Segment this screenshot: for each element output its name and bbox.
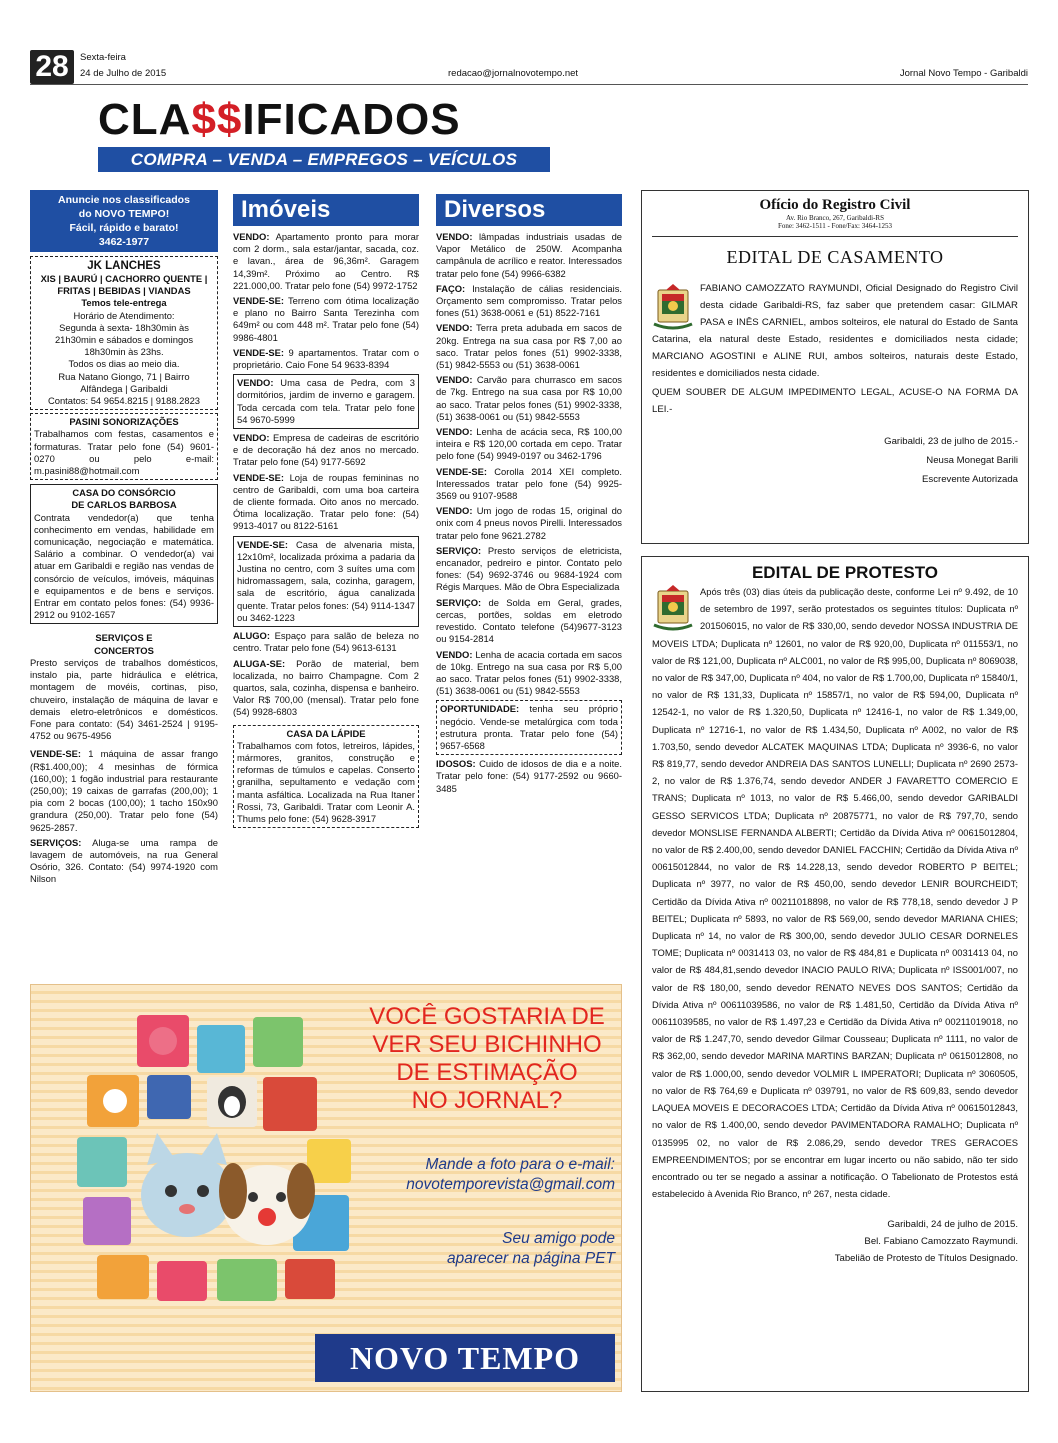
header-rule xyxy=(30,84,1028,85)
protesto-body: Após três (03) dias úteis da publicação deste, conforme Lei nº 9.492, de 10 de setembro de 1997, serão protestados os seguintes títulos: Duplicata nº 201506015, no valor de R$ 330,00, sendo devedor NOSSA INDUSTRIA DE MOVEIS LTDA; Duplicata nº 12601, no valor de R$ 920,00, Duplicata nº 011553/1, no valor de R$ 121,00, Duplicata nº ALC001, no valor de R$ 995,00, Duplicata nº 8069038, no valor de R$ 347,00, Duplicata nº 404, no valor de R$ 1.700,00, Duplicata nº 15840/1, no valor de R$ 131,33, Duplicata nº 15857/1, no valor de R$ 594,00, Duplicata nº 12542-1, no valor de R$ 1.320,50, Duplicata nº 12416-1, no valor de R$ 1.349,00, Duplicata nº 12716-1, no valor de R$ 1.434,50, Duplicata nº A002, no valor de R$ 1.703,50, sendo devedor ALCATEK MAQUINAS LTDA; Duplicata nº 3936-6, no valor R$ 819,77, sendo devedor ANDREIA DAS SANTOS LUNELLI; Duplicata nº 2690 2573-2, no valor de R$ 1.376,74, sendo devedor ANDER J FAVARETTO COMERCIO E TRANS; Duplicata nº 1013, no valor de R$ 5.466,00, sendo devedor GARIBALDI GESSO SERVICOS LTDA; Duplicata nº 20875771, no valor de R$ 797,70, sendo devedor MONSLISE FERNANDA ALBERTI; Certidão da Dívida Ativa nº 00615012804, no valor de R$ 2.400,00, sendo devedor DANIEL FACCHIN; Certidão da Dívida Ativa nº 00615012844, no valor de R$ 14.228,13, sendo devedor ROBERTO P BEITEL; Duplicata nº 3977, no valor de R$ 450,00, sendo devedor LENIR BOURCHEIDT; Certidão da Dívida Ativa nº 00211018898, no valor de R$ 778,18, sendo devedor J P BEITEL; Duplicata nº 5893, no valor de R$ 569,00, sendo devedor MARIANA CHIES; Duplicata nº 14, no valor de R$ 300,00, sendo devedor JULIO CESAR DORNELES TOME; Duplicata nº 0031413 03, no valor de R$ 484,81 e Duplicata nº 0031413 04, no valor de R$ 484,81,sendo devedor INACIO PAULO RIVA; Duplicata nº ISS001/007, no valor de R$ 180,00, sendo devedor RENATO NEVES DOS SANTOS; Certidão da Dívida Ativa nº 00611039586, no valor de R$ 1.481,50, Certidão da Dívida Ativa nº 00611039585, no valor de R$ 1.497,23 e Certidão da Dívida Ativa nº 00211019018, no valor de R$ 1.247,70, sendo devedor Gilmar Cousseau; Duplicata nº 1111, no valor de R$ 362,00, sendo devedor MARINA MARTINS BARZAN; Duplicata nº 0615012808, no valor de R$ 1.000,00, sendo devedor VOLMIR L IMPERATORI; Duplicata nº 3060505, no valor de R$ 764,69 e Duplicata nº 039791, no valor de R$ 609,83, sendo devedor LAQUEA MOVEIS E DECORACOES LTDA; Certidão da Dívida Ativa nº 00615012843, no valor de R$ 1.400,00, sendo devedor PAVIMENTADORA RAMALHO; Duplicata nº 0135995 02, no valor de R$ 2.086,29, sendo devedor TRES GERACOES EMPREENDIMENTOS; por se encontrar em lugar incerto ou não sabido, não ter sido encontrado ou ter se negado a assinar a notificação. O Tabelionato de Protestos está estabelecido à Avenida Rio Branco, nº 267, nesta cidade. xyxy=(652,586,1018,1200)
ad-jk-lanches: JK LANCHES XIS | BAURÚ | CACHORRO QUENTE | FRITAS | BEBIDAS | VIANDAS Temos tele-entrega Horário de Atendimento: Segunda à sexta- 18h30min às 21h30min e sábados e domingos 18h30min às 23hs. Todos os dias ao meio dia. Rua Natano Giongo, 71 | Bairro Alfândega | Garibaldi Contatos: 54 9654.8215 | 9188.2823 xyxy=(30,256,218,410)
section-title: CLA$$IFICADOS xyxy=(98,95,461,144)
list-item: VENDO: Lenha de acácia seca, R$ 100,00 inteira e R$ 120,00 cortada em cepo. Tratar pelo fone (54) 9949-0197 ou 3462-1796 xyxy=(436,426,622,462)
protesto-signature: Garibaldi, 24 de julho de 2015. Bel. Fabiano Camozzato Raymundi. Tabelião de Protesto de Títulos Designado. xyxy=(834,1219,1018,1265)
list-item: IDOSOS: Cuido de idosos de dia e a noite. Tratar pelo fone: (54) 9177-2592 ou 9660-3485 xyxy=(436,758,622,794)
list-item: SERVIÇO: Presto serviços de eletricista, encanador, pedreiro e pintor. Contato pelo fones: (54) 9692-3746 ou 9684-1924 com Régis Marques. Mão de Obra Especializada xyxy=(436,544,622,593)
office-phone: Fone: 3462-1511 - Fone/Fax: 3464-1253 xyxy=(777,222,893,230)
list-item: ALUGO: Espaço para salão de beleza no centro. Tratar pelo fone (54) 9613-6131 xyxy=(233,630,419,654)
column-imoveis xyxy=(233,194,419,828)
column-classifieds xyxy=(30,190,218,889)
edital-protesto xyxy=(641,556,1029,1392)
list-item: VENDO: Carvão para churrasco em sacos de 7kg. Entrego na sua casa por R$ 10,00 ao saco. Tratar pelos fones (51) 9902-3338, (51) 3638-0061 ou (51) 9842-5553 xyxy=(436,374,622,422)
imoveis-heading: Imóveis xyxy=(233,194,419,226)
office-address: Av. Rio Branco, 267, Garibaldi-RS xyxy=(786,214,884,222)
ad-servicos: SERVIÇOS E CONCERTOS Presto serviços de trabalhos domésticos, instalo pia, parte hidráulica e elétrica, montagem de movéis, cortinas, piso, chuveiro, instalação de máquina de lavar e demais eletro-eletrônicos e domésticos. Fone para contato: (54) 3461-2524 | 9195-4752 ou 9675-4956 xyxy=(30,632,218,742)
ad-pasini: PASINI SONORIZAÇÕES Trabalhamos com festas, casamentos e formaturas. Tratar pelo fone (54) 9601-0270 ou pelo e-mail: m.pasini88@hotmail.com xyxy=(30,413,218,480)
list-item: VENDE-SE: Casa de alvenaria mista, 12x10m², localizada próxima a padaria da Justina no centro, com 3 suítes uma com hidromassagem, sala, cozinha, garagem, sala de escritório, água canalizada quente. Tratar pelos fones: (54) 9114-1347 ou 3462-1223 xyxy=(233,536,419,627)
ad-consorcio: CASA DO CONSÓRCIO DE CARLOS BARBOSA Contrata vendedor(a) que tenha conhecimento em vendas, habilidade em comunicação, negociação e matemática. Salário a combinar. O vendedor(a) vai atuar em Garibaldi e região nas vendas de consórcio de veículos, imóveis, máquinas e equipamentos e de bens e serviços. Entrar em contato pelos fones: (54) 9936-2912 ou 9102-1657 xyxy=(30,484,218,624)
edital-title: EDITAL DE CASAMENTO xyxy=(726,247,944,267)
page-number: 28 xyxy=(30,50,74,84)
list-item: VENDE-SE: Corolla 2014 XEI completo. Interessados tratar pelo fone (54) 9925-3569 ou 9107-9588 xyxy=(436,465,622,502)
coat-of-arms-icon xyxy=(652,585,694,631)
list-item: VENDO: Terra preta adubada em sacos de 20kg. Entrega na sua casa por R$ 7,00 ao saco. Tratar pelos fones (51) 9902-3338, (51) 9842-5553 ou (51) 3638-0061 xyxy=(436,322,622,371)
novo-tempo-logo: NOVO TEMPO xyxy=(315,1334,615,1382)
edital-casamento xyxy=(641,190,1029,544)
pets-collage-illustration xyxy=(57,1005,357,1305)
weekday: Sexta-feira xyxy=(80,52,126,63)
ad-casa-da-lapide: CASA DA LÁPIDE Trabalhamos com fotos, letreiros, lápides, mármores, granitos, construção e reformas de túmulos e capelas. Conserto granilha, sepultamento e vedação com manta asfáltica. Localizada na Rua Itaner Rossi, 73, Garibaldi. Tratar com Leonir A. Thums pelo fone: (54) 9628-3917 xyxy=(233,725,419,829)
list-item: SERVIÇO: de Solda em Geral, grades, cercas, portões, soldas em eletrodo revestido. Contato telefone (54)9677-3123 ou 9154-2814 xyxy=(436,596,622,645)
edital-body: FABIANO CAMOZZATO RAYMUNDI, Oficial Designado do Registro Civil desta cidade Garibaldi-RS, faz saber que pretendem casar: GILMAR PASA e INÊS CARNIEL, ambos solteiros, ele natural do Estado de Santa Catarina, ela natural deste Estado, residentes e domiciliados nesta cidade; MARCIANO AGOSTINI e ALINE RUI, ambos solteiros, naturais deste Estado, residentes e domiciliados nesta cidade. xyxy=(652,283,1018,379)
list-item: VENDO: lâmpadas industriais usadas de Vapor Metálico de 250W. Acompanha campânula de acrílico e reator. Interessados tratar pelo fone (54) 9966-6382 xyxy=(436,231,622,279)
date: 24 de Julho de 2015 xyxy=(80,68,167,79)
petad-email: Mande a foto para o e-mail: novotemporevista@gmail.com xyxy=(406,1156,615,1193)
list-item: VENDE-SE: 9 apartamentos. Tratar com o proprietário. Caio Fone 54 9633-8394 xyxy=(233,346,419,371)
office-name: Ofício do Registro Civil xyxy=(759,197,911,213)
edital-warning: QUEM SOUBER DE ALGUM IMPEDIMENTO LEGAL, ACUSE-O NA FORMA DA LEI.- xyxy=(652,387,1018,415)
section-subtitle: COMPRA – VENDA – EMPREGOS – VEÍCULOS xyxy=(98,147,550,172)
diversos-heading: Diversos xyxy=(436,194,622,226)
list-item: VENDE-SE: Terreno com ótima localização e plano no Bairro Santa Terezinha com 649m² ou com 448 m². Tratar pelo fone (54) 9986-4801 xyxy=(233,295,419,343)
ad-vende-se: VENDE-SE: 1 máquina de assar frango (R$1.400,00); 4 mesinhas de fórmica (160,00); 1 fogão industrial para restaurante (250,00); 19 caixas de garrafas (200,00); 1 pia com 2 bocas (100,00); 1 tacho 150x90 grandura (250,00). Tratar pelo fone (54) 9625-2857. xyxy=(30,748,218,833)
ad-servicos-rampa: SERVIÇOS: Aluga-se uma rampa de lavagem de automóveis, na rua General Osório, 326. Contato: (54) 9974-1920 com Nilson xyxy=(30,836,218,885)
coat-of-arms-icon xyxy=(652,284,694,330)
diversos-list xyxy=(436,231,622,795)
list-item: VENDO: Empresa de cadeiras de escritório e de decoração há dez anos no mercado. Tratar pelo fone (54) 9177-5692 xyxy=(233,432,419,468)
list-item: VENDE-SE: Loja de roupas femininas no centro de Garibaldi, com uma boa carteira de cliente formada. Oito anos no mercado. Ótima localização. Tratar pelo fone: (54) 9913-4017 ou 8122-5161 xyxy=(233,471,419,532)
promo-box: Anuncie nos classificados do NOVO TEMPO! Fácil, rápido e barato! 3462-1977 xyxy=(30,190,218,252)
imoveis-list xyxy=(233,231,419,719)
list-item: VENDO: Apartamento pronto para morar com 2 dorm., sala estar/jantar, sacada, coz. e lavan., área de 96,36m². Garagem 14,39m². Próximo ao Centro. R$ 221.000,00. Tratar pelo fone (54) 9972-1752 xyxy=(233,231,419,291)
list-item: VENDO: Uma casa de Pedra, com 3 dormitórios, jardim de inverno e garagem. Toda cercada com tela. Tratar pelo fone 54 9670-5999 xyxy=(233,374,419,429)
pet-advertisement[interactable] xyxy=(30,984,622,1392)
column-diversos xyxy=(436,194,622,798)
list-item: VENDO: Lenha de acacia cortada em sacos de 10kg. Entrego na sua casa por R$ 5,00 ao saco. Tratar pelos fones (51) 9902-3338, (51) 3638-0061 ou (51) 9842-5553 xyxy=(436,648,622,697)
list-item: FAÇO: Instalação de cálias residenciais. Orçamento sem compromisso. Tratar pelos fones (51) 3638-0061 e (51) 8522-7161 xyxy=(436,282,622,319)
petad-headline: VOCÊ GOSTARIA DE VER SEU BICHINHO DE ESTIMAÇÃO NO JORNAL? xyxy=(369,1003,605,1114)
edital-signature: Garibaldi, 23 de julho de 2015.- Neusa Monegat Barili Escrevente Autorizada xyxy=(884,436,1018,485)
list-item: ALUGA-SE: Porão de material, bem localizada, no bairro Champagne. Com 2 quartos, sala, cozinha, dispensa e banheiro. Valor R$ 700,00 (mensal). Tratar pelo fone (54) 9928-6803 xyxy=(233,657,419,718)
list-item: OPORTUNIDADE: tenha seu próprio negócio. Vende-se metalúrgica com toda estrutura pronta. Tratar pelo fone (54) 9657-6568 xyxy=(436,700,622,755)
list-item: VENDO: Um jogo de rodas 15, original do onix com 4 pneus novos Pirelli. Interessados tratar pelo fone 9621.2782 xyxy=(436,505,622,541)
protesto-title: EDITAL DE PROTESTO xyxy=(751,563,939,582)
petad-footer-text: Seu amigo pode aparecer na página PET xyxy=(446,1230,615,1267)
email-link[interactable]: redacao@jornalnovotempo.net xyxy=(448,68,579,79)
paper-name: Jornal Novo Tempo - Garibaldi xyxy=(899,68,1028,79)
